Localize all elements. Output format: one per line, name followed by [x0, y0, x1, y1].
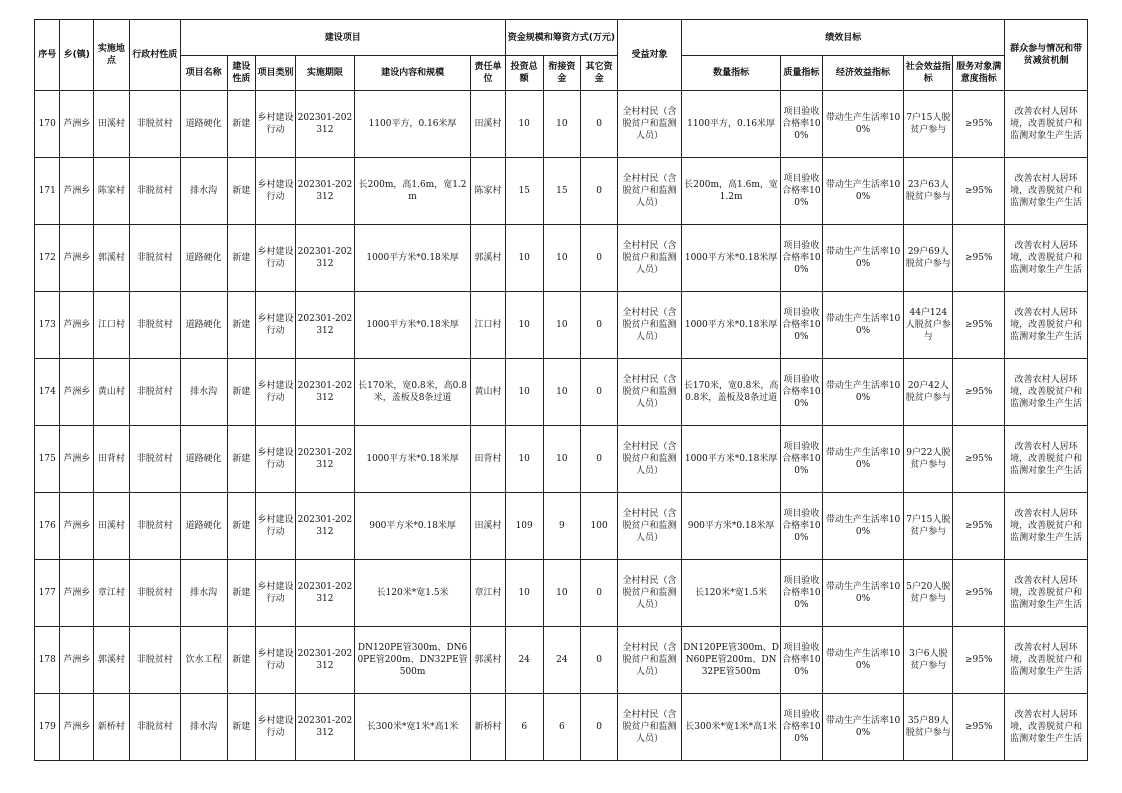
table-row [35, 292, 1088, 359]
cell-location: 江口村 [94, 292, 130, 359]
cell-quantity: 长170米，宽0.8米，高0.8米，盖板及8条过道 [682, 359, 781, 426]
cell-quality: 项目验收合格率100% [781, 91, 823, 158]
cell-linked-fund: 9 [543, 493, 581, 560]
header-other-fund: 其它资金 [581, 56, 618, 91]
table-row [35, 225, 1088, 292]
cell-satisfaction: ≥95% [953, 292, 1005, 359]
cell-responsible: 田溪村 [471, 493, 506, 560]
table-row [35, 91, 1088, 158]
header-responsible: 责任单位 [471, 56, 506, 91]
header-quality: 质量指标 [781, 56, 823, 91]
cell-period: 202301-202312 [295, 694, 354, 761]
cell-linked-fund: 10 [543, 292, 581, 359]
cell-build-nature: 新建 [227, 426, 256, 493]
cell-town: 芦洲乡 [60, 694, 94, 761]
cell-quantity: 1000平方米*0.18米厚 [682, 292, 781, 359]
cell-content: 1000平方米*0.18米厚 [354, 292, 470, 359]
cell-social: 44户124人脱贫户参与 [904, 292, 953, 359]
table-header [35, 20, 1088, 91]
table-row [35, 493, 1088, 560]
cell-project-category: 乡村建设行动 [256, 359, 296, 426]
cell-other-fund: 100 [581, 493, 618, 560]
cell-total-invest: 15 [505, 158, 543, 225]
cell-project-category: 乡村建设行动 [256, 627, 296, 694]
cell-quantity: 1000平方米*0.18米厚 [682, 426, 781, 493]
cell-period: 202301-202312 [295, 225, 354, 292]
header-mass-participation: 群众参与情况和带贫减贫机制 [1005, 20, 1088, 91]
cell-quantity: DN120PE管300m、DN60PE管200m、DN32PE管500m [682, 627, 781, 694]
cell-village-type: 非脱贫村 [129, 359, 180, 426]
cell-satisfaction: ≥95% [953, 627, 1005, 694]
header-performance-group: 绩效目标 [682, 20, 1005, 56]
cell-quantity: 900平方米*0.18米厚 [682, 493, 781, 560]
cell-economic: 带动生产生活率100% [822, 91, 904, 158]
cell-seq: 175 [35, 426, 60, 493]
cell-total-invest: 10 [505, 91, 543, 158]
cell-project-name: 道路硬化 [180, 292, 227, 359]
cell-mass-participation: 改善农村人居环境，改善脱贫户和监测对象生产生活 [1005, 158, 1088, 225]
cell-period: 202301-202312 [295, 560, 354, 627]
cell-total-invest: 10 [505, 560, 543, 627]
header-seq: 序号 [35, 20, 60, 91]
cell-beneficiary: 全村村民（含脱贫户和监测人员） [617, 426, 681, 493]
cell-content: 1000平方米*0.18米厚 [354, 225, 470, 292]
cell-other-fund: 0 [581, 91, 618, 158]
cell-mass-participation: 改善农村人居环境，改善脱贫户和监测对象生产生活 [1005, 292, 1088, 359]
cell-total-invest: 10 [505, 292, 543, 359]
cell-total-invest: 10 [505, 426, 543, 493]
cell-project-category: 乡村建设行动 [256, 91, 296, 158]
cell-town: 芦洲乡 [60, 426, 94, 493]
cell-beneficiary: 全村村民（含脱贫户和监测人员） [617, 359, 681, 426]
header-town: 乡(镇) [60, 20, 94, 91]
cell-satisfaction: ≥95% [953, 91, 1005, 158]
header-fund-group: 资金规模和筹资方式(万元) [505, 20, 617, 56]
cell-town: 芦洲乡 [60, 91, 94, 158]
header-social: 社会效益指标 [904, 56, 953, 91]
cell-mass-participation: 改善农村人居环境，改善脱贫户和监测对象生产生活 [1005, 426, 1088, 493]
cell-quantity: 1100平方，0.16米厚 [682, 91, 781, 158]
cell-satisfaction: ≥95% [953, 493, 1005, 560]
cell-linked-fund: 10 [543, 225, 581, 292]
table-row [35, 694, 1088, 761]
cell-period: 202301-202312 [295, 359, 354, 426]
cell-village-type: 非脱贫村 [129, 292, 180, 359]
cell-quality: 项目验收合格率100% [781, 158, 823, 225]
cell-mass-participation: 改善农村人居环境，改善脱贫户和监测对象生产生活 [1005, 91, 1088, 158]
cell-build-nature: 新建 [227, 694, 256, 761]
cell-economic: 带动生产生活率100% [822, 560, 904, 627]
cell-mass-participation: 改善农村人居环境，改善脱贫户和监测对象生产生活 [1005, 493, 1088, 560]
table-row [35, 359, 1088, 426]
header-project-name: 项目名称 [180, 56, 227, 91]
cell-linked-fund: 15 [543, 158, 581, 225]
header-content: 建设内容和规模 [354, 56, 470, 91]
cell-social: 7户15人脱贫户参与 [904, 493, 953, 560]
cell-content: DN120PE管300m、DN60PE管200m、DN32PE管500m [354, 627, 470, 694]
cell-beneficiary: 全村村民（含脱贫户和监测人员） [617, 493, 681, 560]
cell-project-category: 乡村建设行动 [256, 694, 296, 761]
cell-village-type: 非脱贫村 [129, 158, 180, 225]
cell-content: 900平方米*0.18米厚 [354, 493, 470, 560]
cell-other-fund: 0 [581, 158, 618, 225]
cell-beneficiary: 全村村民（含脱贫户和监测人员） [617, 225, 681, 292]
table-row [35, 627, 1088, 694]
cell-location: 田溪村 [94, 493, 130, 560]
cell-seq: 173 [35, 292, 60, 359]
cell-total-invest: 24 [505, 627, 543, 694]
cell-satisfaction: ≥95% [953, 560, 1005, 627]
cell-linked-fund: 10 [543, 426, 581, 493]
cell-social: 3户6人脱贫户参与 [904, 627, 953, 694]
cell-other-fund: 0 [581, 560, 618, 627]
header-period: 实施期限 [295, 56, 354, 91]
cell-project-name: 道路硬化 [180, 225, 227, 292]
cell-satisfaction: ≥95% [953, 426, 1005, 493]
cell-project-category: 乡村建设行动 [256, 292, 296, 359]
cell-quality: 项目验收合格率100% [781, 493, 823, 560]
header-beneficiary: 受益对象 [617, 20, 681, 91]
cell-social: 29户69人脱贫户参与 [904, 225, 953, 292]
cell-town: 芦洲乡 [60, 560, 94, 627]
cell-quality: 项目验收合格率100% [781, 426, 823, 493]
header-quantity: 数量指标 [682, 56, 781, 91]
cell-linked-fund: 10 [543, 91, 581, 158]
cell-total-invest: 10 [505, 359, 543, 426]
cell-beneficiary: 全村村民（含脱贫户和监测人员） [617, 627, 681, 694]
cell-seq: 170 [35, 91, 60, 158]
header-build-nature: 建设性质 [227, 56, 256, 91]
cell-other-fund: 0 [581, 225, 618, 292]
cell-mass-participation: 改善农村人居环境，改善脱贫户和监测对象生产生活 [1005, 359, 1088, 426]
cell-village-type: 非脱贫村 [129, 560, 180, 627]
cell-location: 郭溪村 [94, 225, 130, 292]
cell-town: 芦洲乡 [60, 292, 94, 359]
cell-project-category: 乡村建设行动 [256, 426, 296, 493]
cell-project-category: 乡村建设行动 [256, 158, 296, 225]
cell-beneficiary: 全村村民（含脱贫户和监测人员） [617, 694, 681, 761]
cell-location: 田溪村 [94, 91, 130, 158]
cell-quality: 项目验收合格率100% [781, 225, 823, 292]
cell-seq: 176 [35, 493, 60, 560]
cell-responsible: 新桥村 [471, 694, 506, 761]
cell-responsible: 黄山村 [471, 359, 506, 426]
cell-seq: 171 [35, 158, 60, 225]
header-linked-fund: 衔接资金 [543, 56, 581, 91]
table-row [35, 158, 1088, 225]
cell-beneficiary: 全村村民（含脱贫户和监测人员） [617, 560, 681, 627]
project-table [34, 19, 1088, 761]
cell-town: 芦洲乡 [60, 627, 94, 694]
cell-mass-participation: 改善农村人居环境，改善脱贫户和监测对象生产生活 [1005, 627, 1088, 694]
cell-build-nature: 新建 [227, 359, 256, 426]
cell-project-name: 排水沟 [180, 158, 227, 225]
header-village-type: 行政村性质 [129, 20, 180, 91]
cell-quantity: 1000平方米*0.18米厚 [682, 225, 781, 292]
cell-economic: 带动生产生活率100% [822, 359, 904, 426]
cell-village-type: 非脱贫村 [129, 694, 180, 761]
cell-period: 202301-202312 [295, 627, 354, 694]
cell-period: 202301-202312 [295, 292, 354, 359]
cell-project-name: 道路硬化 [180, 426, 227, 493]
cell-linked-fund: 24 [543, 627, 581, 694]
table-body [35, 91, 1088, 761]
cell-project-name: 饮水工程 [180, 627, 227, 694]
table-row [35, 426, 1088, 493]
cell-quantity: 长200m，高1.6m，宽1.2m [682, 158, 781, 225]
cell-town: 芦洲乡 [60, 225, 94, 292]
cell-social: 9户22人脱贫户参与 [904, 426, 953, 493]
cell-quality: 项目验收合格率100% [781, 292, 823, 359]
cell-satisfaction: ≥95% [953, 694, 1005, 761]
cell-village-type: 非脱贫村 [129, 91, 180, 158]
cell-linked-fund: 10 [543, 359, 581, 426]
cell-project-name: 排水沟 [180, 359, 227, 426]
header-location: 实施地点 [94, 20, 130, 91]
cell-village-type: 非脱贫村 [129, 225, 180, 292]
cell-quality: 项目验收合格率100% [781, 627, 823, 694]
cell-location: 陈家村 [94, 158, 130, 225]
header-satisfaction: 服务对象满意度指标 [953, 56, 1005, 91]
header-project-group: 建设项目 [180, 20, 505, 56]
table-row [35, 560, 1088, 627]
cell-seq: 172 [35, 225, 60, 292]
cell-content: 长170米，宽0.8米，高0.8米，盖板及8条过道 [354, 359, 470, 426]
cell-quality: 项目验收合格率100% [781, 560, 823, 627]
cell-content: 长200m，高1.6m，宽1.2m [354, 158, 470, 225]
cell-economic: 带动生产生活率100% [822, 426, 904, 493]
cell-other-fund: 0 [581, 627, 618, 694]
cell-beneficiary: 全村村民（含脱贫户和监测人员） [617, 158, 681, 225]
cell-total-invest: 6 [505, 694, 543, 761]
cell-satisfaction: ≥95% [953, 359, 1005, 426]
cell-project-name: 道路硬化 [180, 91, 227, 158]
cell-linked-fund: 6 [543, 694, 581, 761]
cell-total-invest: 10 [505, 225, 543, 292]
cell-build-nature: 新建 [227, 158, 256, 225]
cell-town: 芦洲乡 [60, 158, 94, 225]
header-project-category: 项目类别 [256, 56, 296, 91]
header-economic: 经济效益指标 [822, 56, 904, 91]
cell-town: 芦洲乡 [60, 359, 94, 426]
cell-project-name: 排水沟 [180, 694, 227, 761]
cell-social: 5户20人脱贫户参与 [904, 560, 953, 627]
cell-responsible: 田背村 [471, 426, 506, 493]
cell-location: 新桥村 [94, 694, 130, 761]
cell-mass-participation: 改善农村人居环境，改善脱贫户和监测对象生产生活 [1005, 225, 1088, 292]
cell-period: 202301-202312 [295, 91, 354, 158]
cell-location: 郭溪村 [94, 627, 130, 694]
cell-seq: 177 [35, 560, 60, 627]
cell-content: 1000平方米*0.18米厚 [354, 426, 470, 493]
cell-build-nature: 新建 [227, 493, 256, 560]
cell-village-type: 非脱贫村 [129, 426, 180, 493]
cell-seq: 178 [35, 627, 60, 694]
cell-responsible: 田溪村 [471, 91, 506, 158]
cell-social: 23户63人脱贫户参与 [904, 158, 953, 225]
cell-social: 20户42人脱贫户参与 [904, 359, 953, 426]
cell-mass-participation: 改善农村人居环境，改善脱贫户和监测对象生产生活 [1005, 694, 1088, 761]
cell-linked-fund: 10 [543, 560, 581, 627]
cell-project-name: 排水沟 [180, 560, 227, 627]
cell-village-type: 非脱贫村 [129, 627, 180, 694]
cell-seq: 179 [35, 694, 60, 761]
cell-town: 芦洲乡 [60, 493, 94, 560]
cell-responsible: 江口村 [471, 292, 506, 359]
cell-project-category: 乡村建设行动 [256, 493, 296, 560]
cell-build-nature: 新建 [227, 225, 256, 292]
cell-content: 长120米*宽1.5米 [354, 560, 470, 627]
cell-other-fund: 0 [581, 426, 618, 493]
cell-economic: 带动生产生活率100% [822, 694, 904, 761]
cell-other-fund: 0 [581, 292, 618, 359]
cell-location: 黄山村 [94, 359, 130, 426]
cell-quality: 项目验收合格率100% [781, 694, 823, 761]
cell-village-type: 非脱贫村 [129, 493, 180, 560]
cell-quantity: 长300米*宽1米*高1米 [682, 694, 781, 761]
cell-beneficiary: 全村村民（含脱贫户和监测人员） [617, 292, 681, 359]
cell-seq: 174 [35, 359, 60, 426]
cell-mass-participation: 改善农村人居环境，改善脱贫户和监测对象生产生活 [1005, 560, 1088, 627]
cell-period: 202301-202312 [295, 493, 354, 560]
cell-period: 202301-202312 [295, 158, 354, 225]
cell-project-category: 乡村建设行动 [256, 225, 296, 292]
cell-location: 田背村 [94, 426, 130, 493]
cell-satisfaction: ≥95% [953, 158, 1005, 225]
cell-social: 35户89人脱贫户参与 [904, 694, 953, 761]
cell-economic: 带动生产生活率100% [822, 158, 904, 225]
cell-other-fund: 0 [581, 694, 618, 761]
cell-content: 长300米*宽1米*高1米 [354, 694, 470, 761]
cell-economic: 带动生产生活率100% [822, 493, 904, 560]
cell-social: 7户15人脱贫户参与 [904, 91, 953, 158]
cell-economic: 带动生产生活率100% [822, 627, 904, 694]
header-total-invest: 投资总额 [505, 56, 543, 91]
cell-quantity: 长120米*宽1.5米 [682, 560, 781, 627]
cell-build-nature: 新建 [227, 91, 256, 158]
cell-economic: 带动生产生活率100% [822, 225, 904, 292]
cell-economic: 带动生产生活率100% [822, 292, 904, 359]
cell-project-name: 道路硬化 [180, 493, 227, 560]
cell-build-nature: 新建 [227, 627, 256, 694]
cell-satisfaction: ≥95% [953, 225, 1005, 292]
cell-project-category: 乡村建设行动 [256, 560, 296, 627]
cell-content: 1100平方，0.16米厚 [354, 91, 470, 158]
cell-build-nature: 新建 [227, 292, 256, 359]
cell-location: 章江村 [94, 560, 130, 627]
cell-responsible: 郭溪村 [471, 627, 506, 694]
cell-build-nature: 新建 [227, 560, 256, 627]
cell-quality: 项目验收合格率100% [781, 359, 823, 426]
cell-responsible: 郭溪村 [471, 225, 506, 292]
cell-beneficiary: 全村村民（含脱贫户和监测人员） [617, 91, 681, 158]
cell-responsible: 陈家村 [471, 158, 506, 225]
cell-total-invest: 109 [505, 493, 543, 560]
cell-responsible: 章江村 [471, 560, 506, 627]
cell-other-fund: 0 [581, 359, 618, 426]
cell-period: 202301-202312 [295, 426, 354, 493]
